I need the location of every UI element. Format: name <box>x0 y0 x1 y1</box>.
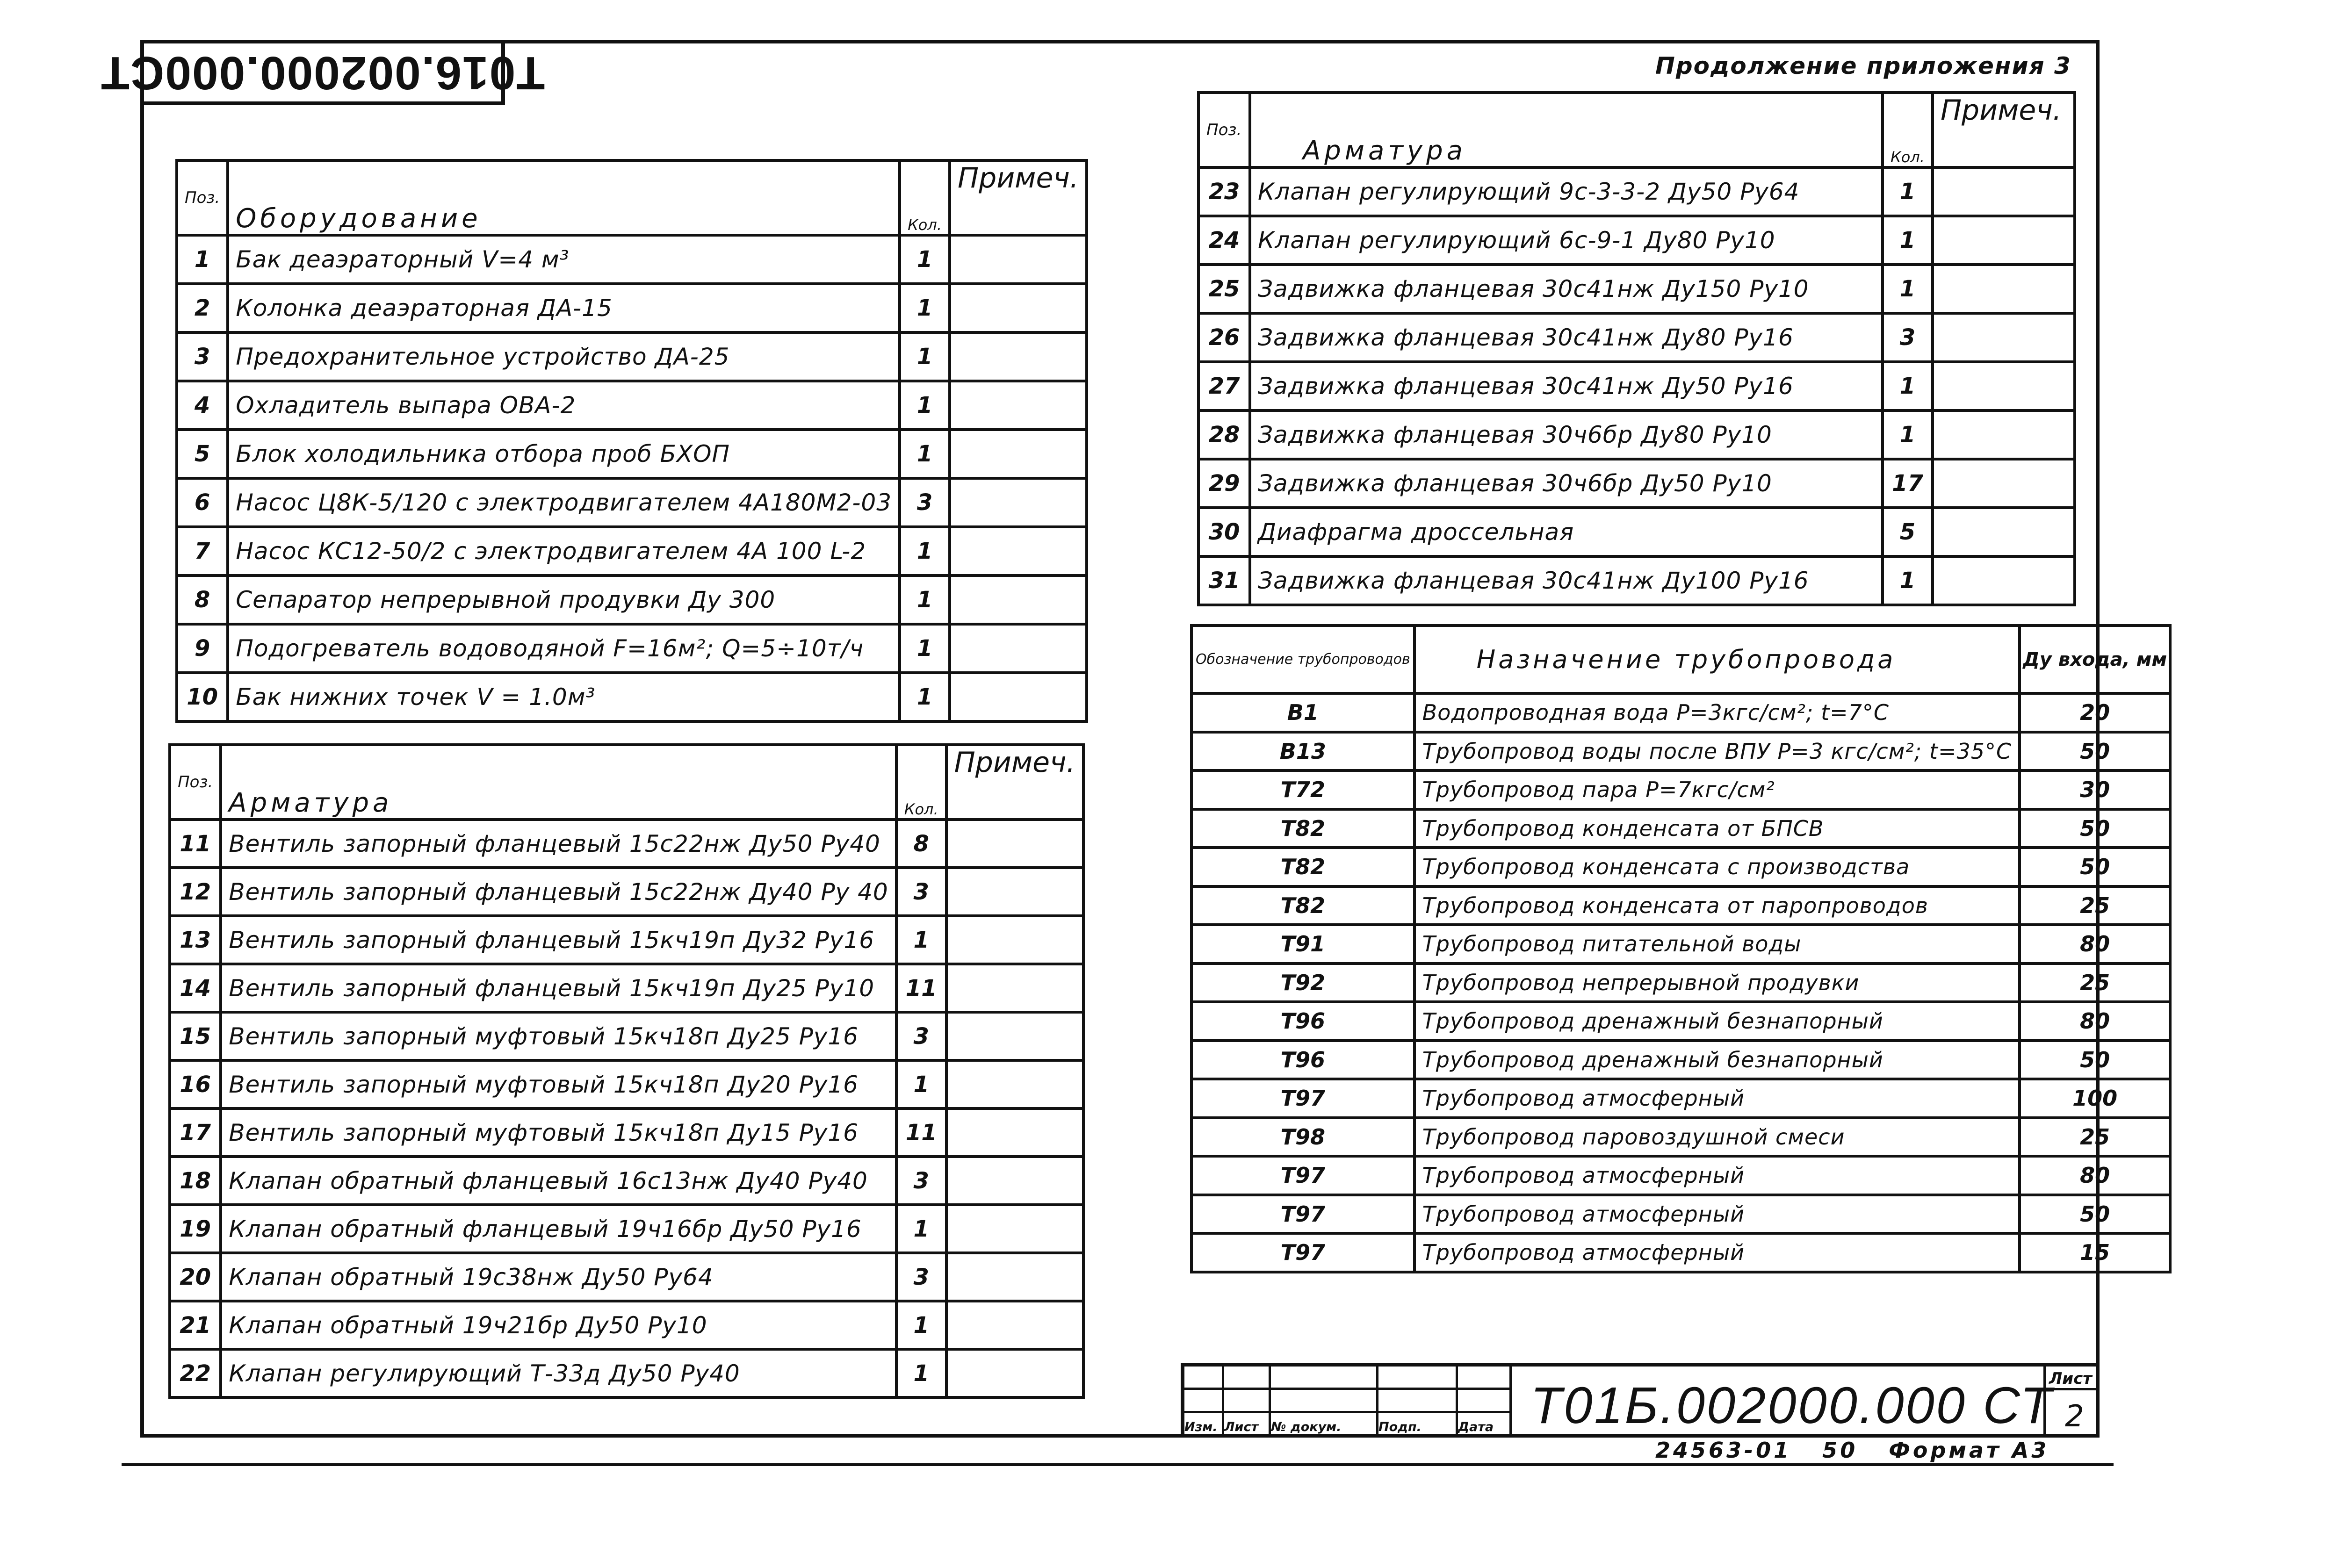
purpose-cell: Трубопровод воды после ВПУ Р=3 кгс/см²; t=35°С <box>1414 732 2020 771</box>
fitting-row <box>1198 313 2075 362</box>
note-cell <box>1933 410 2075 459</box>
note-cell <box>946 1012 1083 1060</box>
pipeline-row <box>1191 925 2170 964</box>
position-cell: 30 <box>1198 508 1250 556</box>
diameter-cell: 80 <box>2020 1156 2170 1195</box>
header-qty: Кол. <box>900 160 950 235</box>
fitting-row <box>170 916 1083 964</box>
note-cell <box>950 575 1087 624</box>
revision-cell <box>1378 1413 1458 1438</box>
purpose-cell: Трубопровод конденсата от паропроводов <box>1414 886 2020 925</box>
diameter-cell: 50 <box>2020 809 2170 848</box>
quantity-cell: 11 <box>896 1108 946 1157</box>
name-cell: Подогреватель водоводяной F=16м²; Q=5÷10т/ч <box>228 624 900 673</box>
note-cell <box>946 1301 1083 1349</box>
quantity-cell: 1 <box>1883 556 1933 605</box>
revision-cell <box>1224 1367 1271 1390</box>
note-cell <box>950 673 1087 721</box>
position-cell: 24 <box>1198 216 1250 265</box>
caption-date: Дата <box>1458 1420 1494 1434</box>
designation-cell: Т98 <box>1191 1118 1414 1157</box>
caption-doc-number: № докум. <box>1271 1420 1342 1434</box>
table-header-row <box>1191 626 2170 693</box>
name-cell: Задвижка фланцевая 30с41нж Ду150 Ру10 <box>1250 265 1883 313</box>
designation-cell: Т82 <box>1191 809 1414 848</box>
pipeline-row <box>1191 964 2170 1002</box>
pipeline-row <box>1191 1118 2170 1157</box>
quantity-cell: 3 <box>896 1253 946 1301</box>
position-cell: 14 <box>170 964 221 1012</box>
caption-signature: Подп. <box>1378 1420 1422 1434</box>
designation-cell: Т82 <box>1191 886 1414 925</box>
purpose-cell: Трубопровод паровоздушной смеси <box>1414 1118 2020 1157</box>
name-cell: Бак деаэраторный V=4 м³ <box>228 235 900 284</box>
position-cell: 16 <box>170 1060 221 1108</box>
name-cell: Вентиль запорный муфтовый 15кч18п Ду15 Ру16 <box>221 1108 896 1157</box>
quantity-cell: 1 <box>896 1301 946 1349</box>
pipeline-row <box>1191 1233 2170 1272</box>
pipeline-row <box>1191 732 2170 771</box>
diameter-cell: 50 <box>2020 732 2170 771</box>
position-cell: 23 <box>1198 167 1250 216</box>
revision-cell <box>1224 1390 1271 1413</box>
equipment-row <box>177 575 1087 624</box>
position-cell: 8 <box>177 575 228 624</box>
sheet-number: 2 <box>2065 1399 2084 1434</box>
revision-cell <box>1458 1367 1512 1390</box>
purpose-cell: Трубопровод атмосферный <box>1414 1079 2020 1118</box>
note-cell <box>946 1349 1083 1397</box>
fitting-row <box>170 1349 1083 1397</box>
note-cell <box>946 1108 1083 1157</box>
fitting-row <box>170 1253 1083 1301</box>
position-cell: 4 <box>177 381 228 430</box>
header-designation: Обозначение трубопроводов <box>1191 626 1414 693</box>
name-cell: Клапан обратный фланцевый 16с13нж Ду40 Ру40 <box>221 1157 896 1205</box>
designation-cell: В1 <box>1191 693 1414 732</box>
quantity-cell: 1 <box>900 381 950 430</box>
quantity-cell: 1 <box>1883 410 1933 459</box>
pipeline-row <box>1191 693 2170 732</box>
title-block <box>1181 1363 2100 1438</box>
revision-grid <box>1184 1367 1512 1438</box>
fitting-row <box>170 1012 1083 1060</box>
designation-cell: Т97 <box>1191 1195 1414 1234</box>
note-cell <box>1933 556 2075 605</box>
name-cell: Клапан обратный 19с38нж Ду50 Ру64 <box>221 1253 896 1301</box>
header-note: Примеч. <box>1933 93 2075 167</box>
name-cell: Насос КС12-50/2 с электродвигателем 4А 100 L-2 <box>228 527 900 575</box>
diameter-cell: 100 <box>2020 1079 2170 1118</box>
header-qty: Кол. <box>1883 93 1933 167</box>
quantity-cell: 1 <box>896 1349 946 1397</box>
pipeline-row <box>1191 1195 2170 1234</box>
fitting-row <box>1198 167 2075 216</box>
document-code: Т01Б.002000.000 СТ <box>1530 1377 2054 1434</box>
note-cell <box>950 381 1087 430</box>
equipment-row <box>177 478 1087 527</box>
table-header-row <box>170 745 1083 820</box>
diameter-cell: 50 <box>2020 1195 2170 1234</box>
designation-cell: Т96 <box>1191 1041 1414 1079</box>
quantity-cell: 1 <box>1883 265 1933 313</box>
quantity-cell: 17 <box>1883 459 1933 508</box>
header-pos: Поз. <box>1198 93 1250 167</box>
note-cell <box>950 430 1087 478</box>
name-cell: Вентиль запорный фланцевый 15кч19п Ду25 Ру10 <box>221 964 896 1012</box>
note-cell <box>946 964 1083 1012</box>
purpose-cell: Трубопровод пара Р=7кгс/см² <box>1414 770 2020 809</box>
position-cell: 9 <box>177 624 228 673</box>
position-cell: 10 <box>177 673 228 721</box>
revision-cell <box>1271 1413 1378 1438</box>
position-cell: 19 <box>170 1205 221 1253</box>
sheet-label: Лист <box>2049 1369 2096 1390</box>
designation-cell: Т96 <box>1191 1002 1414 1041</box>
purpose-cell: Трубопровод дренажный безнапорный <box>1414 1041 2020 1079</box>
name-cell: Вентиль запорный муфтовый 15кч18п Ду25 Ру16 <box>221 1012 896 1060</box>
pipeline-row <box>1191 770 2170 809</box>
position-cell: 27 <box>1198 362 1250 410</box>
quantity-cell: 1 <box>1883 362 1933 410</box>
header-name: Арматура <box>1250 93 1883 167</box>
note-cell <box>1933 265 2075 313</box>
note-cell <box>950 332 1087 381</box>
note-cell <box>950 527 1087 575</box>
caption-change: Изм. <box>1184 1420 1218 1434</box>
name-cell: Диафрагма дроссельная <box>1250 508 1883 556</box>
revision-cell <box>1184 1413 1224 1438</box>
quantity-cell: 1 <box>896 1205 946 1253</box>
position-cell: 22 <box>170 1349 221 1397</box>
purpose-cell: Трубопровод конденсата с производства <box>1414 848 2020 886</box>
equipment-row <box>177 624 1087 673</box>
purpose-cell: Водопроводная вода Р=3кгс/см²; t=7°С <box>1414 693 2020 732</box>
quantity-cell: 1 <box>900 575 950 624</box>
fitting-row <box>170 1301 1083 1349</box>
diameter-cell: 30 <box>2020 770 2170 809</box>
quantity-cell: 1 <box>900 430 950 478</box>
format-note: 24563-01 50 Формат А3 <box>1655 1438 2049 1463</box>
note-cell <box>1933 216 2075 265</box>
fitting-row <box>1198 556 2075 605</box>
purpose-cell: Трубопровод конденсата от БПСВ <box>1414 809 2020 848</box>
name-cell: Задвижка фланцевая 30ч6бр Ду80 Ру10 <box>1250 410 1883 459</box>
position-cell: 13 <box>170 916 221 964</box>
note-cell <box>946 868 1083 916</box>
name-cell: Задвижка фланцевая 30с41нж Ду50 Ру16 <box>1250 362 1883 410</box>
position-cell: 26 <box>1198 313 1250 362</box>
corner-stamp <box>100 40 545 105</box>
note-cell <box>1933 313 2075 362</box>
sheet-number-box <box>2043 1367 2100 1438</box>
name-cell: Клапан регулирующий Т-33д Ду50 Ру40 <box>221 1349 896 1397</box>
revision-cell <box>1378 1390 1458 1413</box>
designation-cell: Т91 <box>1191 925 1414 964</box>
equipment-row <box>177 235 1087 284</box>
position-cell: 5 <box>177 430 228 478</box>
name-cell: Клапан регулирующий 9с-3-3-2 Ду50 Ру64 <box>1250 167 1883 216</box>
position-cell: 12 <box>170 868 221 916</box>
table-header-row <box>1198 93 2075 167</box>
pipeline-row <box>1191 886 2170 925</box>
quantity-cell: 3 <box>900 478 950 527</box>
equipment-row <box>177 284 1087 332</box>
position-cell: 28 <box>1198 410 1250 459</box>
designation-cell: Т72 <box>1191 770 1414 809</box>
pipeline-row <box>1191 1041 2170 1079</box>
quantity-cell: 3 <box>896 1157 946 1205</box>
pipeline-row <box>1191 1002 2170 1041</box>
quantity-cell: 3 <box>896 1012 946 1060</box>
position-cell: 21 <box>170 1301 221 1349</box>
fitting-row <box>1198 216 2075 265</box>
designation-cell: Т97 <box>1191 1156 1414 1195</box>
designation-cell: Т92 <box>1191 964 1414 1002</box>
fitting-row <box>1198 508 2075 556</box>
fitting-row <box>170 1157 1083 1205</box>
diameter-cell: 20 <box>2020 693 2170 732</box>
fitting-row <box>1198 410 2075 459</box>
quantity-cell: 1 <box>896 916 946 964</box>
note-cell <box>950 478 1087 527</box>
designation-cell: В13 <box>1191 732 1414 771</box>
stamp-code: T016.002000.000CT <box>100 46 545 99</box>
quantity-cell: 8 <box>896 820 946 868</box>
position-cell: 31 <box>1198 556 1250 605</box>
revision-cell <box>1378 1367 1458 1390</box>
note-cell <box>946 916 1083 964</box>
header-note: Примеч. <box>946 745 1083 820</box>
quantity-cell: 1 <box>896 1060 946 1108</box>
equipment-row <box>177 332 1087 381</box>
name-cell: Вентиль запорный фланцевый 15с22нж Ду40 Ру 40 <box>221 868 896 916</box>
position-cell: 1 <box>177 235 228 284</box>
purpose-cell: Трубопровод дренажный безнапорный <box>1414 1002 2020 1041</box>
position-cell: 20 <box>170 1253 221 1301</box>
name-cell: Сепаратор непрерывной продувки Ду 300 <box>228 575 900 624</box>
position-cell: 3 <box>177 332 228 381</box>
position-cell: 18 <box>170 1157 221 1205</box>
table-header-row <box>177 160 1087 235</box>
note-cell <box>946 1060 1083 1108</box>
fitting-row <box>170 820 1083 868</box>
name-cell: Вентиль запорный фланцевый 15с22нж Ду50 Ру40 <box>221 820 896 868</box>
name-cell: Вентиль запорный фланцевый 15кч19п Ду32 Ру16 <box>221 916 896 964</box>
note-cell <box>946 820 1083 868</box>
diameter-cell: 50 <box>2020 1041 2170 1079</box>
name-cell: Блок холодильника отбора проб БХОП <box>228 430 900 478</box>
fittings-table-left <box>168 743 1085 1399</box>
equipment-table <box>175 159 1088 723</box>
pipeline-row <box>1191 1156 2170 1195</box>
pipeline-row <box>1191 809 2170 848</box>
name-cell: Бак нижних точек V = 1.0м³ <box>228 673 900 721</box>
quantity-cell: 1 <box>900 284 950 332</box>
diameter-cell: 25 <box>2020 964 2170 1002</box>
diameter-cell: 80 <box>2020 1002 2170 1041</box>
name-cell: Задвижка фланцевая 30с41нж Ду100 Ру16 <box>1250 556 1883 605</box>
revision-cell <box>1271 1390 1378 1413</box>
revision-cell <box>1224 1413 1271 1438</box>
position-cell: 7 <box>177 527 228 575</box>
quantity-cell: 1 <box>1883 216 1933 265</box>
quantity-cell: 3 <box>1883 313 1933 362</box>
bottom-rule <box>122 1463 2114 1466</box>
note-cell <box>1933 508 2075 556</box>
diameter-cell: 50 <box>2020 848 2170 886</box>
position-cell: 11 <box>170 820 221 868</box>
note-cell <box>946 1205 1083 1253</box>
fitting-row <box>170 1060 1083 1108</box>
equipment-row <box>177 381 1087 430</box>
purpose-cell: Трубопровод атмосферный <box>1414 1156 2020 1195</box>
header-pos: Поз. <box>170 745 221 820</box>
quantity-cell: 1 <box>900 673 950 721</box>
caption-sheet: Лист <box>1224 1420 1258 1434</box>
quantity-cell: 1 <box>900 527 950 575</box>
name-cell: Колонка деаэраторная ДА-15 <box>228 284 900 332</box>
equipment-row <box>177 430 1087 478</box>
fittings-table-right <box>1197 91 2076 606</box>
quantity-cell: 1 <box>900 235 950 284</box>
position-cell: 17 <box>170 1108 221 1157</box>
diameter-cell: 25 <box>2020 1118 2170 1157</box>
fitting-row <box>1198 459 2075 508</box>
name-cell: Задвижка фланцевая 30с41нж Ду80 Ру16 <box>1250 313 1883 362</box>
note-cell <box>950 235 1087 284</box>
note-cell <box>946 1253 1083 1301</box>
purpose-cell: Трубопровод питательной воды <box>1414 925 2020 964</box>
position-cell: 29 <box>1198 459 1250 508</box>
position-cell: 15 <box>170 1012 221 1060</box>
purpose-cell: Трубопровод непрерывной продувки <box>1414 964 2020 1002</box>
name-cell: Задвижка фланцевая 30ч6бр Ду50 Ру10 <box>1250 459 1883 508</box>
quantity-cell: 5 <box>1883 508 1933 556</box>
purpose-cell: Трубопровод атмосферный <box>1414 1233 2020 1272</box>
name-cell: Охладитель выпара ОВА-2 <box>228 381 900 430</box>
quantity-cell: 1 <box>900 332 950 381</box>
header-name: Оборудование <box>228 160 900 235</box>
fitting-row <box>170 1108 1083 1157</box>
name-cell: Вентиль запорный муфтовый 15кч18п Ду20 Ру16 <box>221 1060 896 1108</box>
header-dn: Ду входа, мм <box>2020 626 2170 693</box>
quantity-cell: 1 <box>900 624 950 673</box>
fitting-row <box>1198 362 2075 410</box>
diameter-cell: 80 <box>2020 925 2170 964</box>
name-cell: Предохранительное устройство ДА-25 <box>228 332 900 381</box>
note-cell <box>950 284 1087 332</box>
quantity-cell: 11 <box>896 964 946 1012</box>
revision-cell <box>1271 1367 1378 1390</box>
fitting-row <box>170 868 1083 916</box>
note-cell <box>946 1157 1083 1205</box>
revision-cell <box>1458 1390 1512 1413</box>
name-cell: Клапан обратный фланцевый 19ч16бр Ду50 Ру16 <box>221 1205 896 1253</box>
revision-cell <box>1184 1390 1224 1413</box>
position-cell: 25 <box>1198 265 1250 313</box>
revision-cell <box>1184 1367 1224 1390</box>
position-cell: 2 <box>177 284 228 332</box>
note-cell <box>950 624 1087 673</box>
designation-cell: Т97 <box>1191 1233 1414 1272</box>
header-purpose: Назначение трубопровода <box>1414 626 2020 693</box>
header-qty: Кол. <box>896 745 946 820</box>
note-cell <box>1933 362 2075 410</box>
position-cell: 6 <box>177 478 228 527</box>
pipeline-row <box>1191 848 2170 886</box>
note-cell <box>1933 167 2075 216</box>
quantity-cell: 1 <box>1883 167 1933 216</box>
pipeline-row <box>1191 1079 2170 1118</box>
name-cell: Насос Ц8К-5/120 с электродвигателем 4А180М2-03 <box>228 478 900 527</box>
designation-cell: Т82 <box>1191 848 1414 886</box>
equipment-row <box>177 673 1087 721</box>
pipeline-table <box>1190 624 2172 1273</box>
purpose-cell: Трубопровод атмосферный <box>1414 1195 2020 1234</box>
name-cell: Клапан обратный 19ч21бр Ду50 Ру10 <box>221 1301 896 1349</box>
header-note: Примеч. <box>950 160 1087 235</box>
note-cell <box>1933 459 2075 508</box>
name-cell: Клапан регулирующий 6с-9-1 Ду80 Ру10 <box>1250 216 1883 265</box>
equipment-row <box>177 527 1087 575</box>
fitting-row <box>170 1205 1083 1253</box>
designation-cell: Т97 <box>1191 1079 1414 1118</box>
diameter-cell: 25 <box>2020 886 2170 925</box>
fitting-row <box>170 964 1083 1012</box>
revision-cell <box>1458 1413 1512 1438</box>
header-pos: Поз. <box>177 160 228 235</box>
quantity-cell: 3 <box>896 868 946 916</box>
diameter-cell: 15 <box>2020 1233 2170 1272</box>
header-name: Арматура <box>221 745 896 820</box>
fitting-row <box>1198 265 2075 313</box>
continuation-note: Продолжение приложения 3 <box>1655 52 2071 79</box>
